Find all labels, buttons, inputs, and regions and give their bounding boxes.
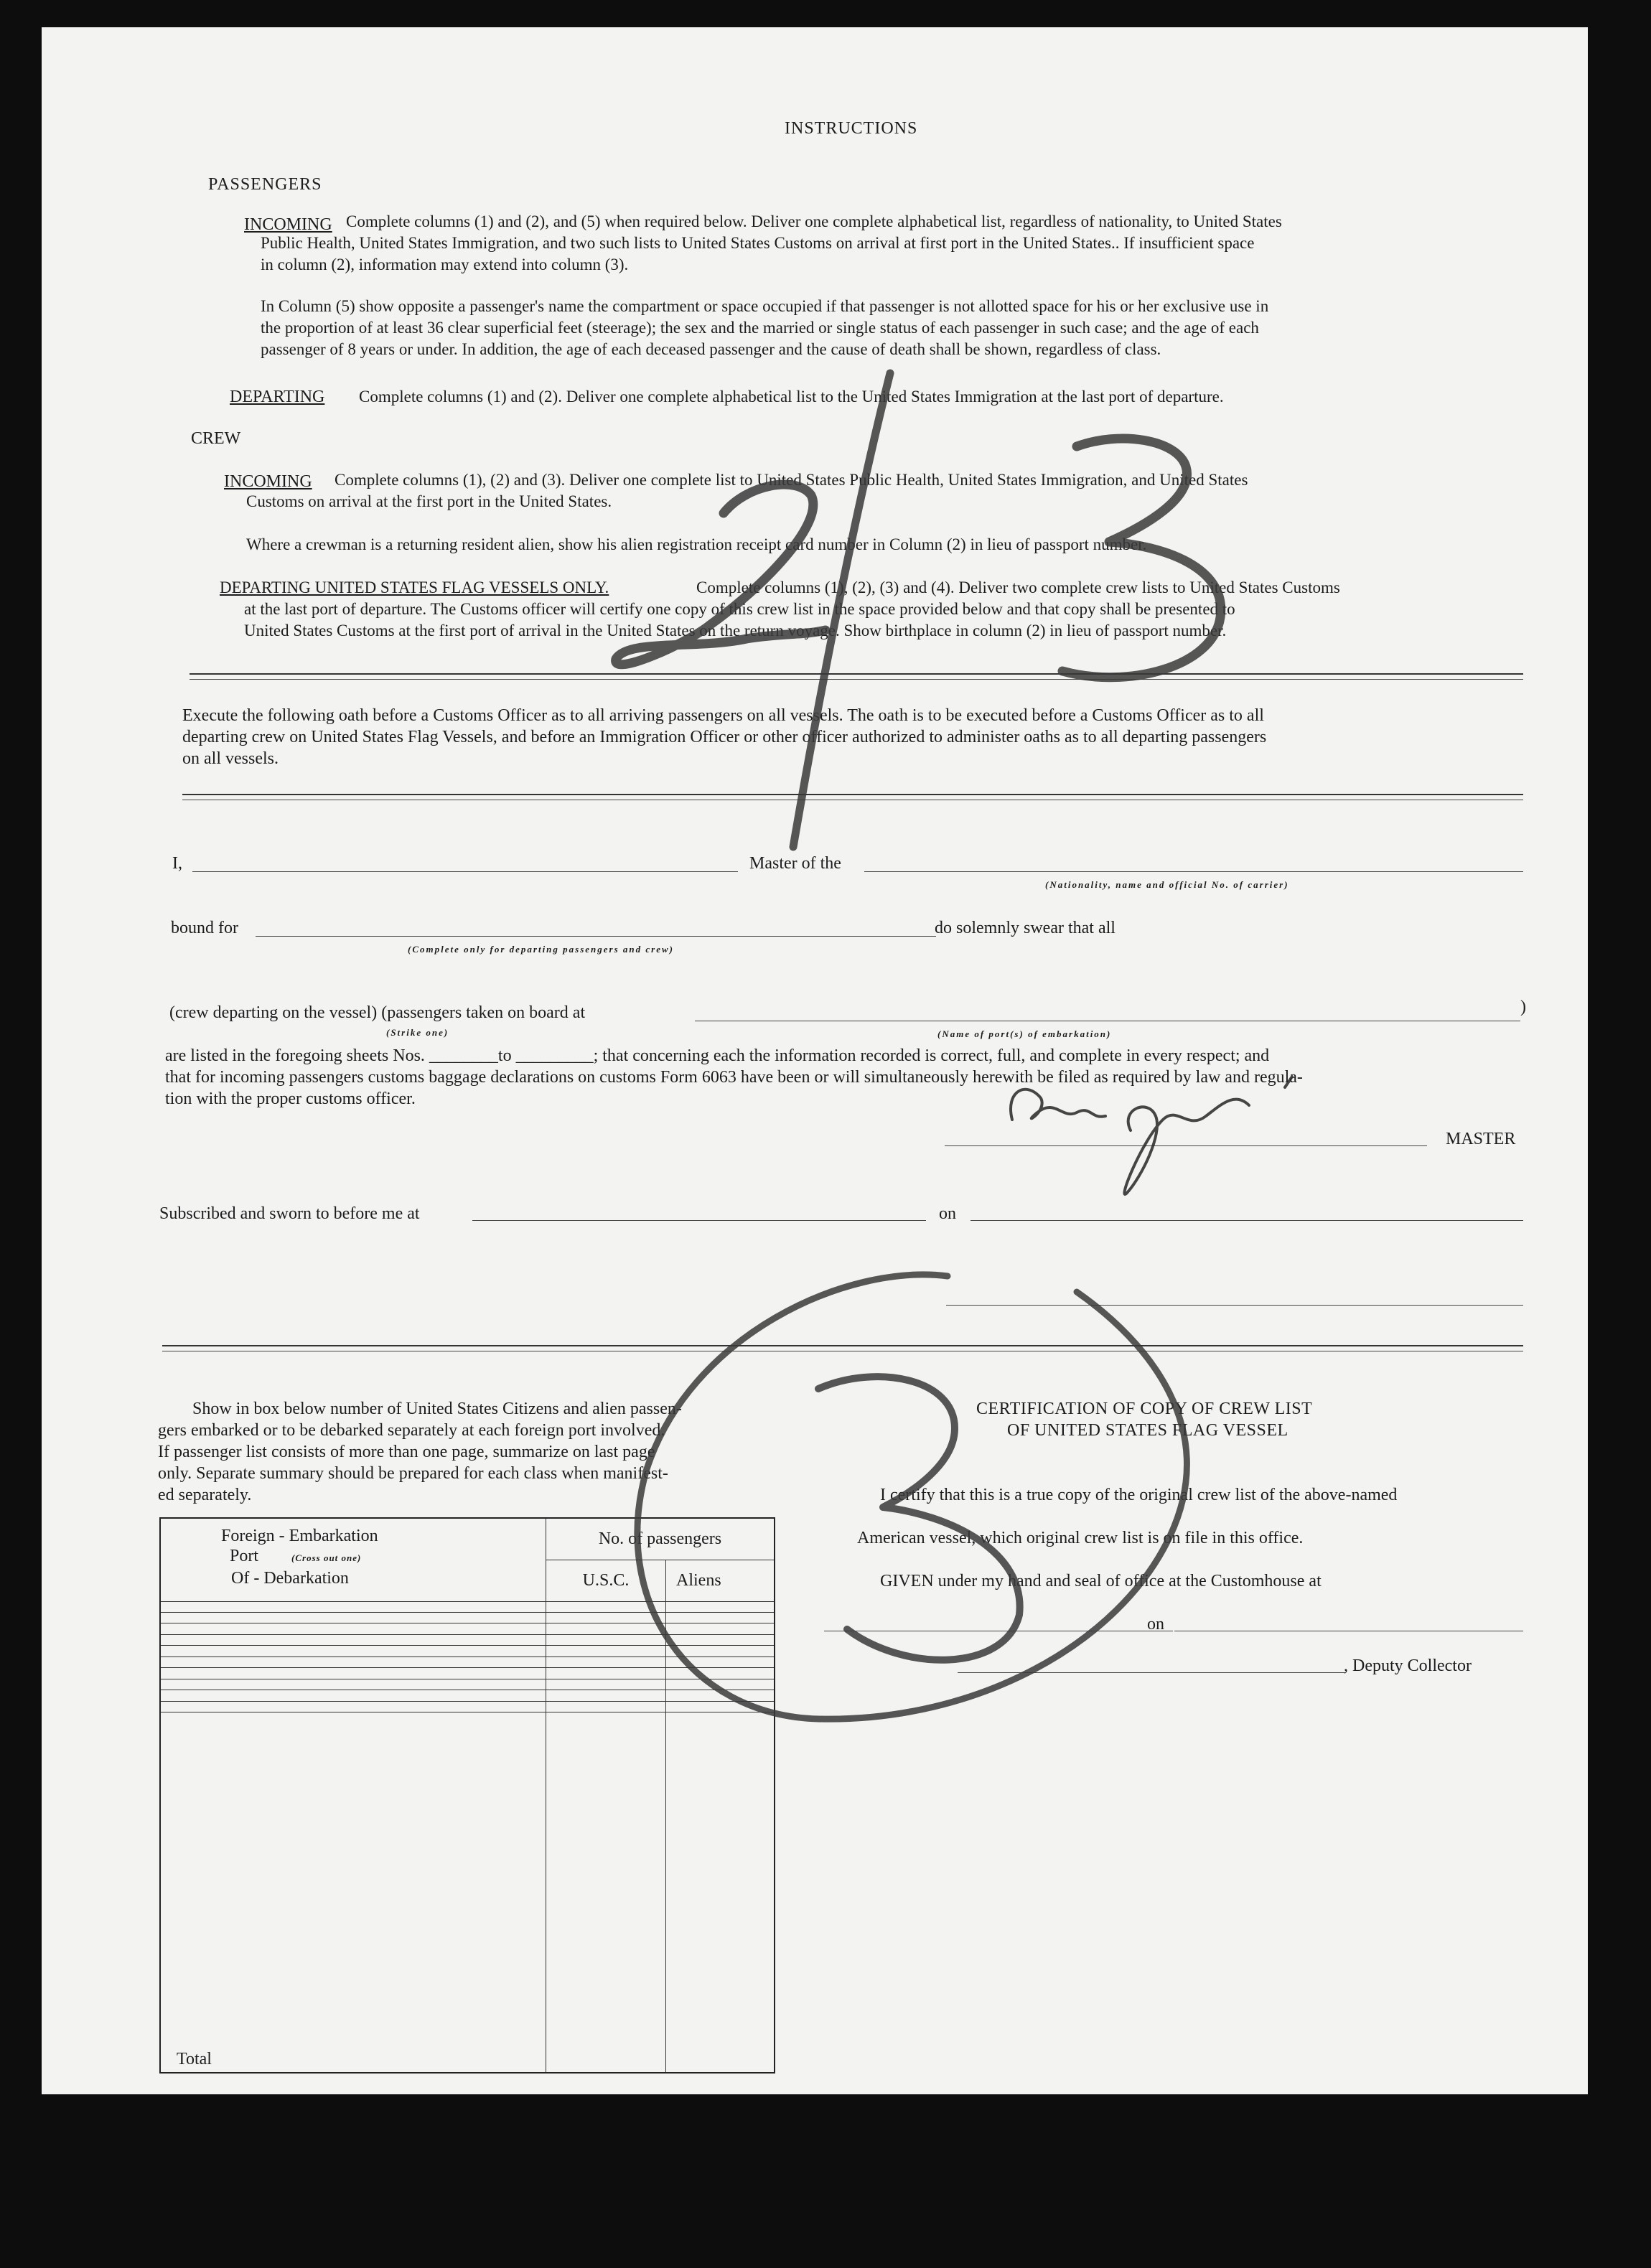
certification-line-1: I certify that this is a true copy of the original crew list of the above-named [880, 1486, 1398, 1504]
incoming-label: INCOMING [244, 215, 332, 234]
certification-given: GIVEN under my hand and seal of office at the Customhouse at [880, 1572, 1322, 1590]
summary-line-5: ed separately. [158, 1486, 252, 1504]
summary-line-4: only. Separate summary should be prepared for each class when manifest- [158, 1464, 668, 1483]
oath-i-label: I, [172, 854, 182, 873]
certification-title-line-1: CERTIFICATION OF COPY OF CREW LIST [976, 1400, 1313, 1418]
crew-incoming-label: INCOMING [224, 472, 312, 491]
passengers-column-header: No. of passengers [546, 1518, 775, 1560]
crew-departing-line-1: Complete columns (1), (2), (3) and (4). Deliver two complete crew lists to United States Customs [696, 578, 1340, 596]
bound-for-label: bound for [171, 919, 238, 937]
crew-departing-line-2: at the last port of departure. The Customs officer will certify one copy of this crew list in the space provided below and that copy shall be presented to [244, 600, 1235, 618]
incoming-column5-line-1: In Column (5) show opposite a passenger's name the compartment or space occupied if that passenger is not allotted space for his or her exclusive use in [261, 297, 1269, 315]
total-label: Total [160, 1712, 546, 2073]
circled-three-digit [818, 1377, 1020, 1660]
summary-line-2: gers embarked or to be debarked separately at each foreign port involved. [158, 1421, 665, 1440]
incoming-text-line-3: in column (2), information may extend into column (3). [261, 256, 629, 273]
aliens-column-header: Aliens [666, 1560, 775, 1601]
oath-intro-line-1: Execute the following oath before a Customs Officer as to all arriving passengers on all vessels. The oath is to be executed before a Customs Officer as to all [182, 706, 1264, 725]
crew-heading: CREW [191, 429, 241, 448]
crew-passengers-text: (crew departing on the vessel) (passengers taken on board at [169, 1003, 586, 1022]
port-label: Port [230, 1547, 259, 1565]
oath-intro-line-3: on all vessels. [182, 749, 279, 768]
crew-departing-label: DEPARTING UNITED STATES FLAG VESSELS ONLY. [220, 578, 609, 596]
usc-column-header: U.S.C. [546, 1560, 666, 1601]
certification-line-2: American vessel, which original crew list is on file in this office. [857, 1529, 1304, 1547]
departing-text: Complete columns (1) and (2). Deliver one complete alphabetical list to the United States Immigration at the last port of departure. [359, 388, 1224, 406]
oath-intro-line-2: departing crew on United States Flag Vessels, and before an Immigration Officer or other officer authorized to administer oaths as to all departing passengers [182, 728, 1267, 746]
crew-departing-line-3: United States Customs at the first port of arrival in the United States on the return voyage. Show birthplace in column (2) in lieu of passport number. [244, 622, 1227, 639]
crew-incoming-line-2: Customs on arrival at the first port in the United States. [246, 492, 612, 510]
subscribed-label: Subscribed and sworn to before me at [159, 1204, 420, 1223]
summary-line-3: If passenger list consists of more than one page, summarize on last page [158, 1443, 655, 1461]
master-signature [1011, 1077, 1292, 1194]
pencil-two [616, 484, 826, 665]
passengers-heading: PASSENGERS [208, 175, 322, 194]
carrier-caption: (Nationality, name and official No. of carrier) [1045, 879, 1289, 890]
master-label: MASTER [1446, 1130, 1516, 1148]
certification-on-label: on [1147, 1615, 1164, 1634]
certification-title-line-2: OF UNITED STATES FLAG VESSEL [1007, 1421, 1288, 1440]
incoming-text-line-2: Public Health, United States Immigration, and two such lists to United States Customs on arrival at first port in the United States.. If insufficient space [261, 234, 1255, 252]
incoming-column5-line-2: the proportion of at least 36 clear superficial feet (steerage); the sex and the married or single status of each passenger in such case; and the age of each [261, 319, 1259, 337]
master-of-the-label: Master of the [749, 854, 841, 873]
crew-alien-note: Where a crewman is a returning resident alien, show his alien registration receipt card number in Column (2) in lieu of passport number. [246, 535, 1147, 553]
instructions-title: INSTRUCTIONS [785, 119, 918, 138]
circled-three-ring [637, 1275, 1187, 1719]
do-swear-text: do solemnly swear that all [935, 919, 1116, 937]
bound-for-caption: (Complete only for departing passengers and crew) [408, 944, 674, 955]
incoming-text-line-1: Complete columns (1) and (2), and (5) when required below. Deliver one complete alphabetical list, regardless of nationality, to United States [346, 212, 1282, 230]
cross-out-caption: (Cross out one) [291, 1552, 362, 1563]
ports-caption: (Name of port(s) of embarkation) [937, 1028, 1112, 1039]
pencil-three [1062, 439, 1221, 678]
pencil-slash [793, 373, 890, 847]
of-debarkation-label: Of - Debarkation [231, 1569, 349, 1588]
listed-line-1: are listed in the foregoing sheets Nos. ________to _________; that concerning each the information recorded is correct, full, and complete in every respect; and [165, 1046, 1270, 1065]
summary-line-1: Show in box below number of United States Citizens and alien passen- [192, 1400, 682, 1418]
sworn-on-label: on [939, 1204, 956, 1223]
foreign-embarkation-label: Foreign - Embarkation [221, 1527, 378, 1545]
incoming-column5-line-3: passenger of 8 years or under. In addition, the age of each deceased passenger and the cause of death shall be shown, regardless of class. [261, 340, 1161, 358]
close-paren: ) [1520, 998, 1526, 1016]
deputy-collector-label: , Deputy Collector [1344, 1657, 1472, 1675]
departing-label: DEPARTING [230, 388, 325, 406]
listed-line-2: that for incoming passengers customs baggage declarations on customs Form 6063 have been or will simultaneously herewith be filed as required by law and regula- [165, 1068, 1303, 1087]
strike-one-caption: (Strike one) [386, 1027, 449, 1038]
listed-line-3: tion with the proper customs officer. [165, 1090, 416, 1108]
crew-incoming-line-1: Complete columns (1), (2) and (3). Deliver one complete list to United States Public Health, United States Immigration, and United States [335, 471, 1248, 489]
